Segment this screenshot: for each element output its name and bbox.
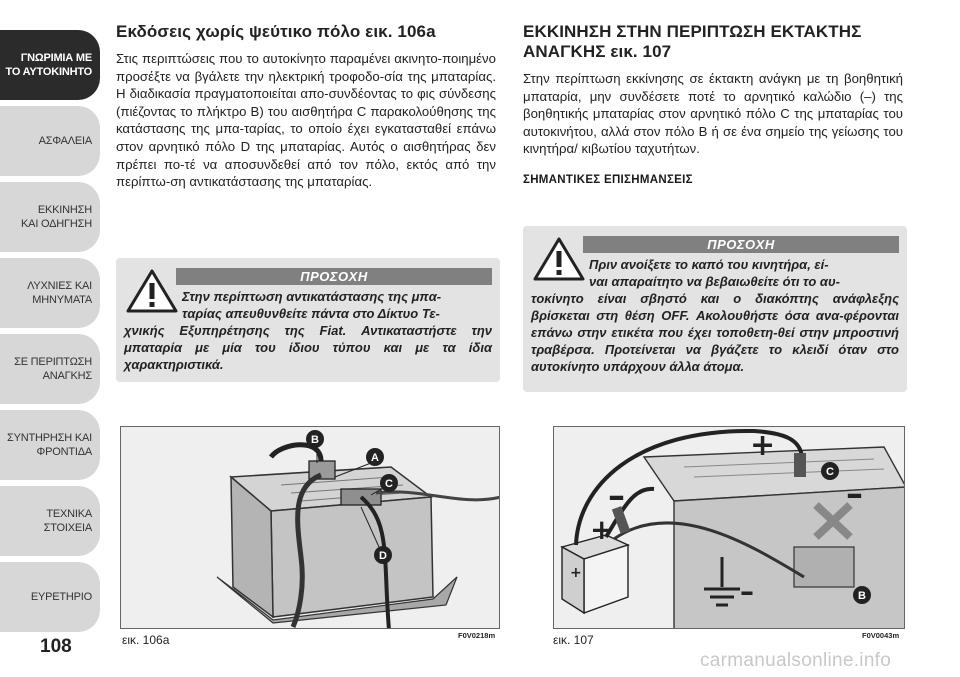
tab-starting-driving[interactable]: ΕΚΚΙΝΗΣΗ ΚΑΙ ΟΔΗΓΗΣΗ (0, 182, 100, 252)
warning-text: Πριν ανοίξετε το καπό του κινητήρα, εί- ναι απαραίτητο να βεβαιωθείτε ότι το αυ- τοκίνητο είναι σβηστό και ο διακόπτης ανάφλεξης βρίσκεται στη θέση OFF. Ακολουθήστε όσα ανα-φέρονται επάνω στην ετικέτα που έχει τοποθετη-θεί στην μπροστινή τραβέρσα. Προτείνεται να βγάζετε το κλειδί όταν στο αυτοκίνητο υπάρχουν άλλα άτομα. (531, 257, 899, 374)
important-notes-heading: ΣΗΜΑΝΤΙΚΕΣ ΕΠΙΣΗΜΑΝΣΕΙΣ (523, 173, 693, 186)
watermark: carmanualsonline.info (700, 650, 892, 671)
tab-emergency[interactable]: ΣΕ ΠΕΡΙΠΤΩΣΗ ΑΝΑΓΚΗΣ (0, 334, 100, 404)
section-title-107: ΕΚΚΙΝΗΣΗ ΣΤΗΝ ΠΕΡΙΠΤΩΣΗ ΕΚΤΑΚΤΗΣ ΑΝΑΓΚΗΣ εικ. 107 (523, 22, 862, 61)
warning-header: ΠΡΟΣΟΧΗ (583, 236, 899, 253)
svg-text:+: + (750, 428, 776, 463)
tab-safety[interactable]: ΑΣΦΑΛΕΙΑ (0, 106, 100, 176)
section-body-106a: Στις περιπτώσεις που το αυτοκίνητο παραμένει ακινητο-ποιημένο προσέξτε να βγάλετε την ηλεκτρική τροφοδο-σία της μπαταρίας. Η διαδικασία πραγματοποιείται απο-συνδέοντας το φις σύνδεσης (πιέζοντας το πλήκτρο B) του αισθητήρα C παρακολούθησης της κατάστασης της μπα-ταρίας, το οποίο έχει εγκατασταθεί επάνω στον αρνητικό πόλο D της μπαταρίας. Αυτός ο αισθητήρας δεν πρέπει πο-τέ να αποσυνδεθεί από τον πόλο, εκτός από την περίπτω-ση αντικατάστασης της μπαταρίας. (116, 51, 496, 190)
tab-technical-data[interactable]: ΤΕΧΝΙΚΑ ΣΤΟΙΧΕΙΑ (0, 486, 100, 556)
page-number: 108 (40, 636, 72, 657)
section-title-106a: Εκδόσεις χωρίς ψεύτικο πόλο εικ. 106a (116, 22, 436, 41)
warning-header: ΠΡΟΣΟΧΗ (176, 268, 492, 285)
warning-text: Στην περίπτωση αντικατάστασης της μπα- ταρίας απευθυνθείτε πάντα στο Δίκτυο Τε- χνικής Εξυπηρέτησης της Fiat. Αντικαταστήστε την μπαταρία με μία του ίδιου τύπου και με τα ίδια χαρακτηριστικά. (124, 289, 492, 372)
svg-text:+: + (570, 565, 582, 581)
warning-triangle-icon (126, 268, 178, 314)
figure-107-code: F0V0043m (862, 631, 900, 640)
svg-text:–: – (740, 575, 754, 608)
tab-index[interactable]: ΕΥΡΕΤΗΡΙΟ (0, 562, 100, 632)
svg-text:C: C (826, 466, 834, 478)
figure-107 (553, 426, 905, 629)
tab-getting-to-know-car[interactable]: ΓΝΩΡΙΜΙΑ ΜΕ ΤΟ ΑΥΤΟΚΙΝΗΤΟ (0, 30, 100, 100)
figure-106a-code: F0V0218m (458, 631, 496, 640)
svg-text:C: C (385, 478, 393, 490)
svg-text:D: D (379, 550, 387, 562)
svg-text:–: – (608, 476, 625, 516)
right-column (523, 22, 903, 186)
figure-107-caption: εικ. 107 (553, 633, 594, 647)
svg-text:A: A (371, 452, 379, 464)
warning-triangle-icon (533, 236, 585, 282)
battery-sensor-illustration (121, 427, 500, 629)
left-column (116, 22, 496, 191)
section-body-107: Στην περίπτωση εκκίνησης σε έκτακτη ανάγκη με τη βοηθητική μπαταρία, μην συνδέσετε ποτέ το αρνητικό καλώδιο (–) της βοηθητικής μπαταρίας στον αρνητικό πόλο C της μπαταρίας του αυτοκινήτου, αλλά στον πόλο B ή σε ένα σημείο της γείωσης του κινητήρα/ κιβωτίου ταχυτήτων. (523, 71, 903, 157)
svg-text:B: B (311, 434, 319, 446)
svg-text:–: – (846, 474, 863, 514)
svg-text:B: B (858, 590, 866, 602)
tab-maintenance[interactable]: ΣΥΝΤΗΡΗΣΗ ΚΑΙ ΦΡΟΝΤΙΔΑ (0, 410, 100, 480)
svg-text:+: + (590, 513, 614, 546)
warning-box-right (523, 226, 907, 392)
figure-106a (120, 426, 500, 629)
jump-start-illustration (554, 427, 905, 629)
warning-box-left (116, 258, 500, 382)
figure-106a-caption: εικ. 106a (122, 633, 170, 647)
tab-lights-messages[interactable]: ΛΥΧΝΙΕΣ ΚΑΙ ΜΗΝΥΜΑΤΑ (0, 258, 100, 328)
